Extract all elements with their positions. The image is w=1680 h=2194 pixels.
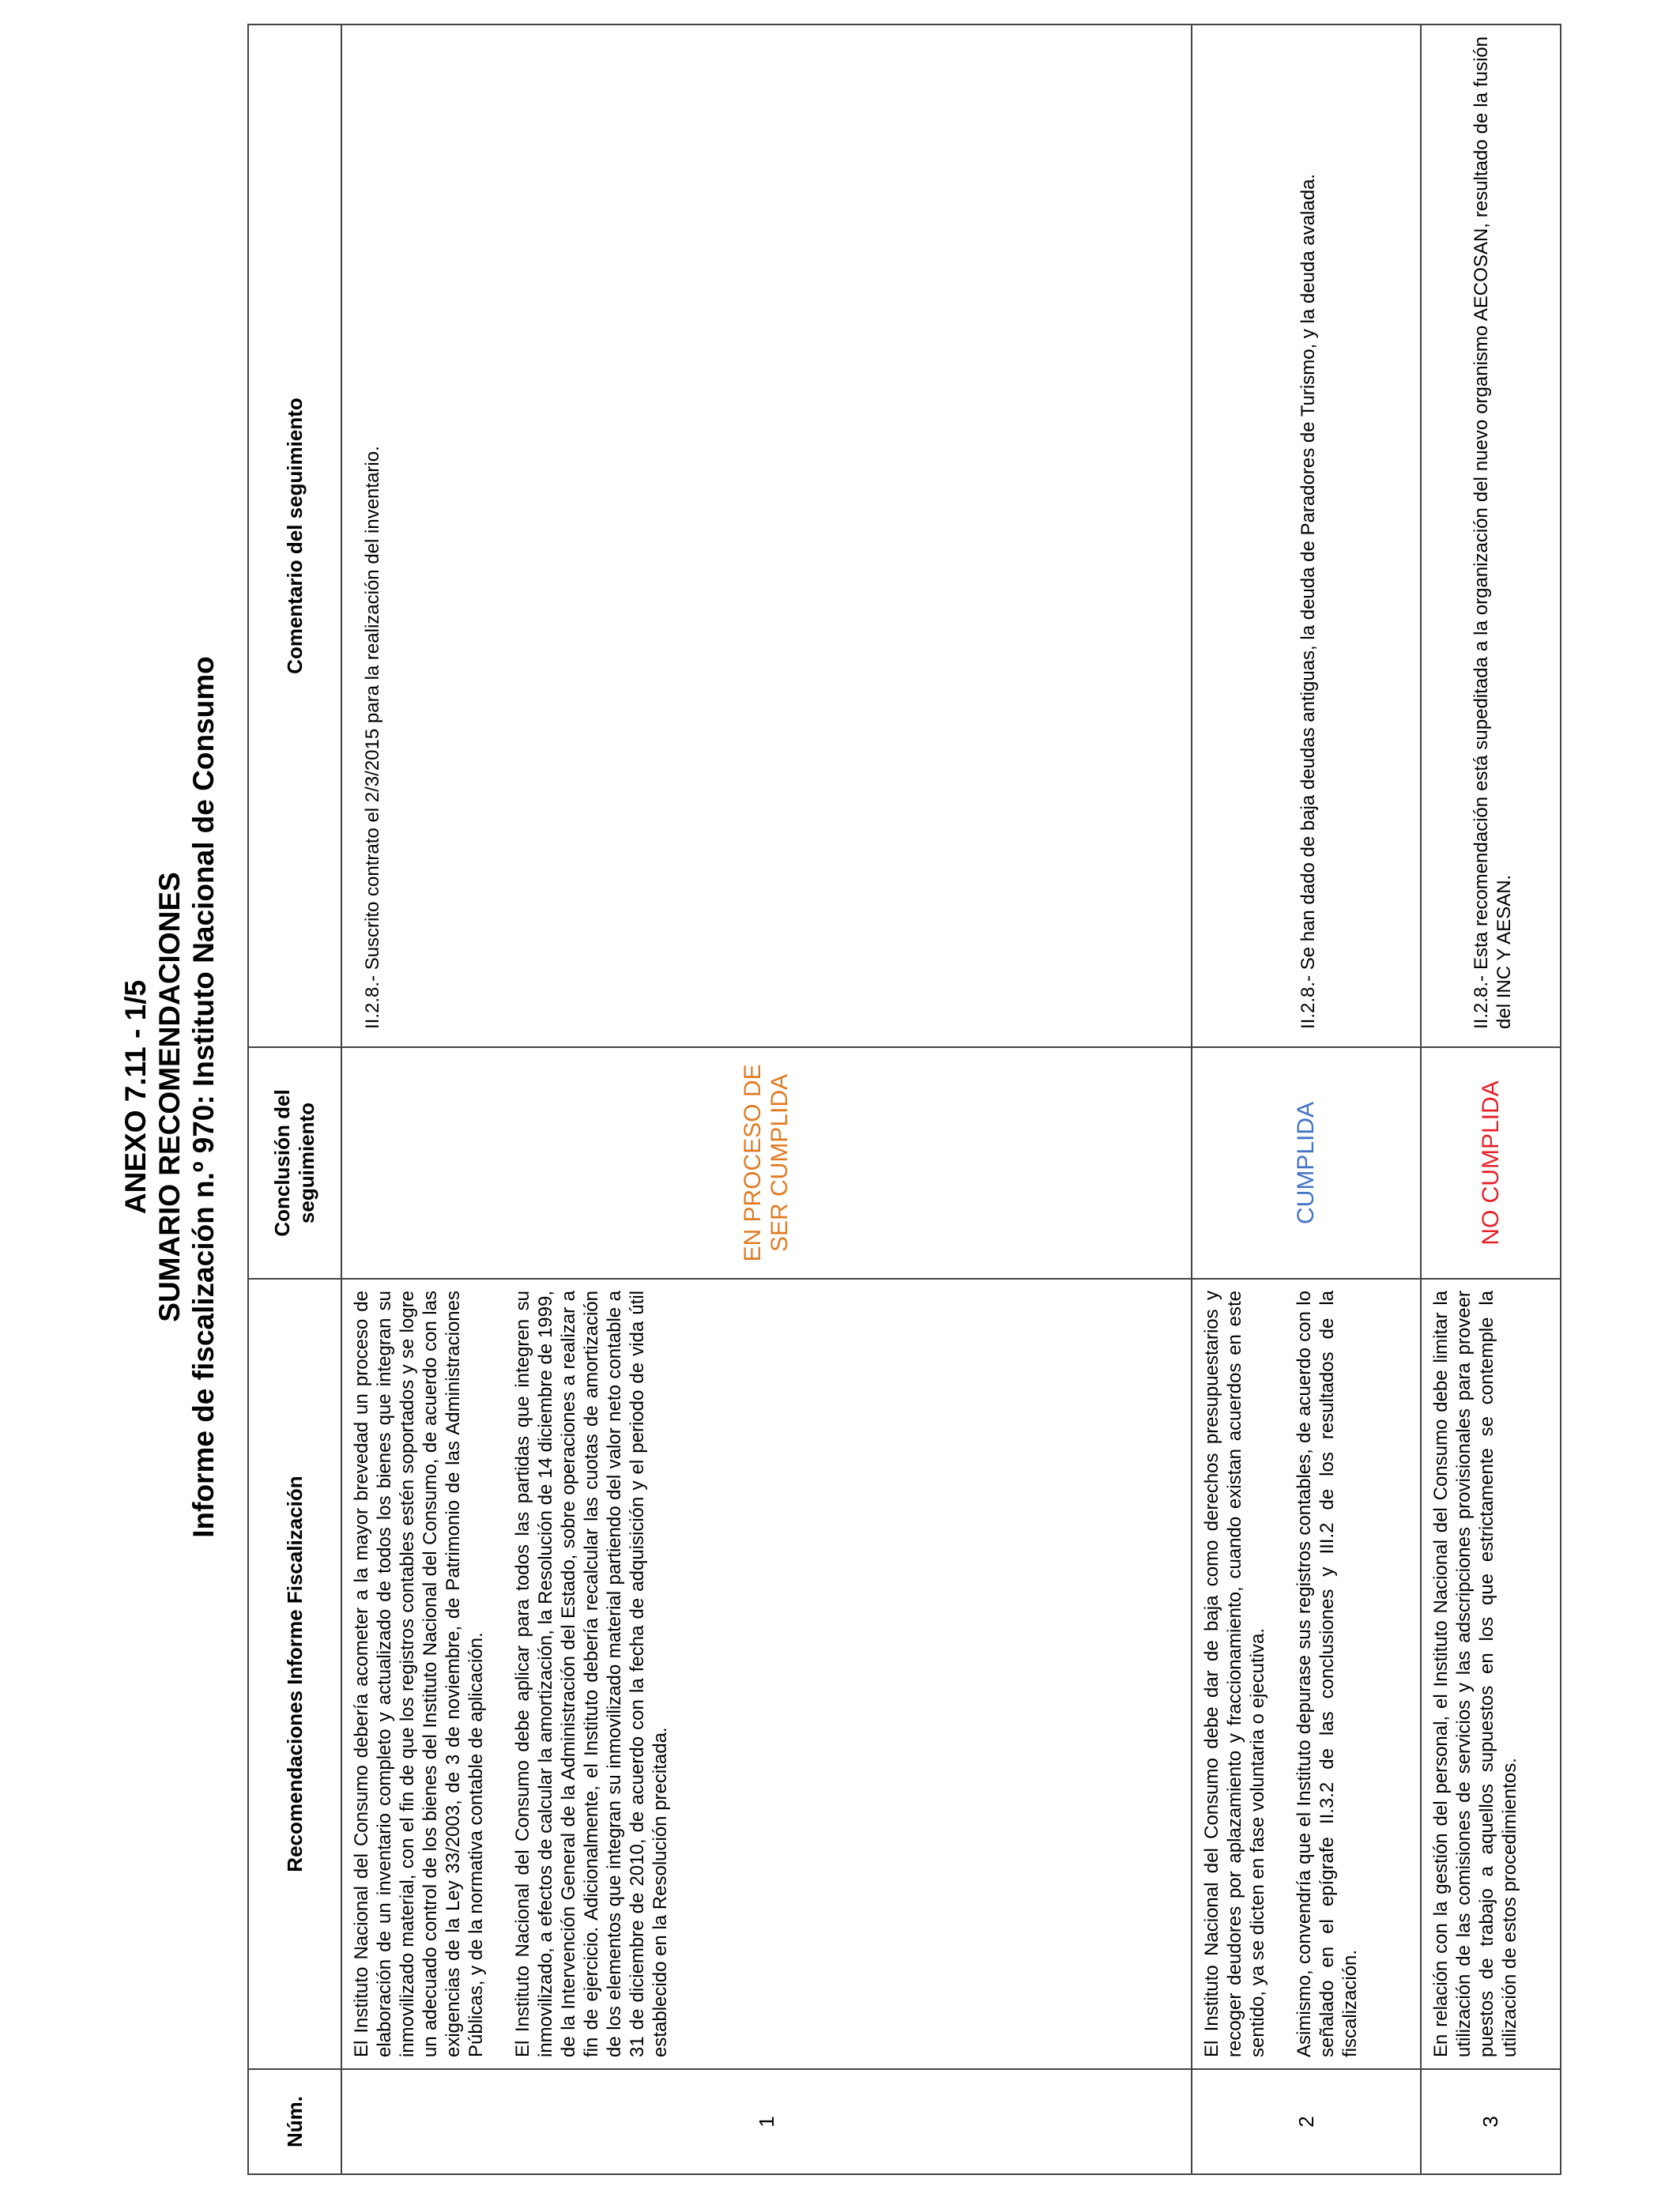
table-row bbox=[1192, 25, 1421, 2174]
header-num: Núm. bbox=[248, 2069, 341, 2174]
recommendation-paragraph: El Instituto Nacional del Consumo debería acometer a la mayor brevedad un proceso de elaboración de un inventario completo y actualizado de todos los bienes que integran su inmovilizado material, con el fin de que los registros contables estén soportados y se logre un adecuado control de los bienes del Instituto Nacional del Consumo, de acuerdo con las exigencias de la Ley 33/2003, de 3 de noviembre, de Patrimonio de las Administraciones Públicas, y de la normativa contable de aplicación. bbox=[351, 1291, 487, 2057]
conclusion-status: CUMPLIDA bbox=[1192, 1047, 1421, 1279]
table-header-row bbox=[248, 25, 341, 2174]
recommendation-paragraph: El Instituto Nacional del Consumo debe aplicar para todos las partidas que integren su inmovilizado, a efectos de calcular la amortización, la Resolución de 14 diciembre de 1999, de la Intervención General de la Administración del Estado, sobre operaciones a realizar a fin de ejercicio. Adicionalmente, el Instituto debería recalcular las cuotas de amortización de los elementos que integran su inmovilizado material partiendo del valor neto contable a 31 de diciembre de 2010, de acuerdo con la fecha de adquisición y el periodo de vida útil establecido en la Resolución precitada. bbox=[512, 1291, 671, 2057]
header-recommendations: Recomendaciones Informe Fiscalización bbox=[248, 1279, 341, 2069]
conclusion-status: EN PROCESO DE SER CUMPLIDA bbox=[341, 1047, 1192, 1279]
recommendations-table bbox=[247, 24, 1561, 2175]
recommendation-paragraph: El Instituto Nacional del Consumo debe dar de baja como derechos presupuestarios y recoger deudores por aplazamiento y fraccionamiento, cuando existan acuerdos en este sentido, ya se dicten en fase voluntaria o ejecutiva. bbox=[1201, 1291, 1268, 2057]
recommendation-paragraph: En relación con la gestión del personal, el Instituto Nacional del Consumo debe limitar la utilización de las comisiones de servicios y las adscripciones provisionales para proveer puestos de trabajo a aquellos supuestos en los que estrictamente se contemple la utilización de estos procedimientos. bbox=[1430, 1291, 1520, 2057]
follow-up-comment: II.2.8.- Se han dado de baja deudas antiguas, la deuda de Paradores de Turismo, y la deuda avalada. bbox=[1192, 25, 1421, 1047]
row-number: 1 bbox=[341, 2069, 1192, 2174]
follow-up-comment: II.2.8.- Suscrito contrato el 2/3/2015 para la realización del inventario. bbox=[341, 25, 1192, 1047]
recommendation-paragraph: Asimismo, convendría que el Instituto depurase sus registros contables, de acuerdo con lo señalado en el epígrafe II.3.2 de las conclusiones y III.2 de los resultados de la fiscalización. bbox=[1294, 1291, 1361, 2057]
row-number: 2 bbox=[1192, 2069, 1421, 2174]
header-conclusion: Conclusión del seguimiento bbox=[248, 1047, 341, 1279]
header-comment: Comentario del seguimiento bbox=[248, 25, 341, 1047]
table-row bbox=[1421, 25, 1561, 2174]
recommendation-cell bbox=[1421, 1279, 1561, 2069]
report-header bbox=[119, 0, 220, 2194]
follow-up-comment: II.2.8.- Esta recomendación está supeditada a la organización del nuevo organismo AECOSAN, resultado de la fusión del INC Y AESAN. bbox=[1421, 25, 1561, 1047]
table-row bbox=[341, 25, 1192, 2174]
recommendation-cell bbox=[1192, 1279, 1421, 2069]
annex-title: ANEXO 7.11 - 1/5 bbox=[119, 979, 152, 1215]
report-title: Informe de fiscalización n.º 970: Instituto Nacional de Consumo bbox=[187, 656, 220, 1538]
recommendation-cell bbox=[341, 1279, 1192, 2069]
summary-title: SUMARIO RECOMENDACIONES bbox=[153, 872, 186, 1322]
conclusion-status: NO CUMPLIDA bbox=[1421, 1047, 1561, 1279]
row-number: 3 bbox=[1421, 2069, 1561, 2174]
